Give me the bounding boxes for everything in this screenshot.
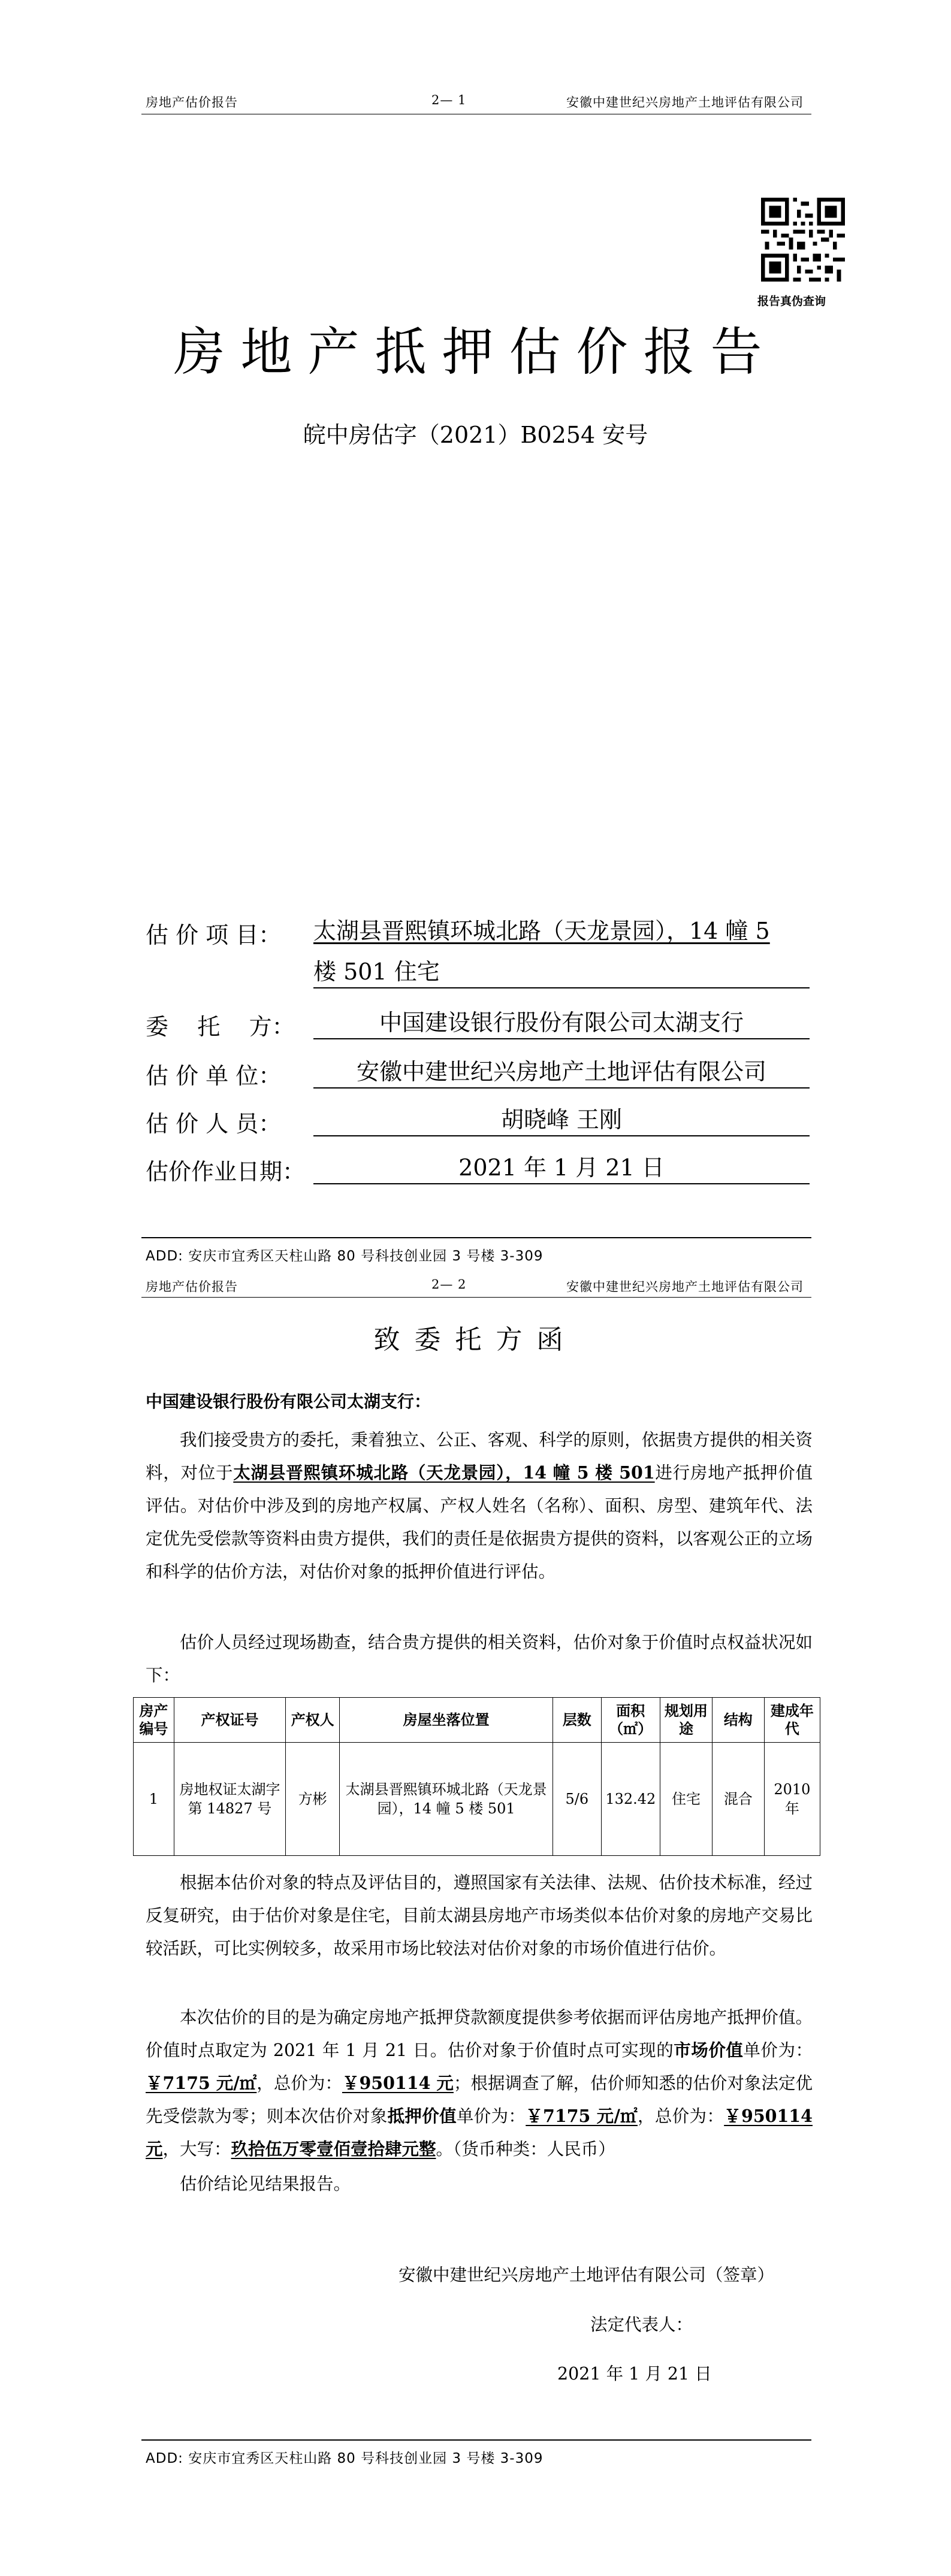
p4-text-g: ；根据调查了解，估价师知悉的估价对象法定优先受偿款为零；则本次估价对象 bbox=[146, 2073, 813, 2126]
company-signature: 安徽中建世纪兴房地产土地评估有限公司（签章） bbox=[398, 2265, 775, 2285]
report-title: 房地产抵押估价报告 bbox=[173, 322, 778, 382]
page2-header-rule bbox=[141, 1297, 811, 1298]
p4-text-k: ，总价为： bbox=[638, 2106, 724, 2126]
legal-representative: 法定代表人： bbox=[590, 2315, 693, 2335]
property-address-emphasis: 太湖县晋熙镇环城北路（天龙景园），14 幢 5 楼 501 bbox=[233, 1462, 655, 1483]
client-value: 中国建设银行股份有限公司太湖支行 bbox=[313, 1008, 810, 1039]
table-cell: 2010 年 bbox=[764, 1743, 820, 1856]
letter-paragraph-5: 估价结论见结果报告。 bbox=[180, 2174, 351, 2194]
appraiser-value: 安徽中建世纪兴房地产土地评估有限公司 bbox=[313, 1057, 810, 1089]
date-value: 2021 年 1 月 21 日 bbox=[313, 1153, 810, 1184]
p1-text-c: 进行房地产抵押价值评估。对估价中涉及到的房地产权属、产权人姓名（名称）、面积、房型、建筑年代、法定优先受偿款等资料由贵方提供，我们的责任是依据贵方提供的资料，以客观公正的立场和科学的估价方法，对估价对象的抵押价值进行评估。 bbox=[146, 1463, 813, 1582]
page1-header-right: 安徽中建世纪兴房地产土地评估有限公司 bbox=[566, 95, 804, 110]
report-number: 皖中房估字（2021）B0254 安号 bbox=[303, 422, 648, 448]
client-label: 委 托 方： bbox=[146, 1014, 295, 1040]
p4-text-m: ，大写： bbox=[162, 2139, 231, 2159]
col-header: 建成年代 bbox=[764, 1698, 820, 1743]
qr-caption: 报告真伪查询 bbox=[757, 295, 826, 308]
col-header: 产权证号 bbox=[174, 1698, 285, 1743]
project-label: 估 价 项 目： bbox=[146, 922, 282, 948]
col-header: 房屋坐落位置 bbox=[340, 1698, 553, 1743]
letter-paragraph-1 bbox=[146, 1423, 813, 1588]
col-header: 房产编号 bbox=[134, 1698, 174, 1743]
page2-header-right: 安徽中建世纪兴房地产土地评估有限公司 bbox=[566, 1280, 804, 1294]
property-table bbox=[133, 1697, 820, 1856]
staff-label: 估 价 人 员： bbox=[146, 1111, 282, 1137]
col-header: 结构 bbox=[712, 1698, 764, 1743]
signature-date: 2021 年 1 月 21 日 bbox=[557, 2364, 712, 2384]
p4-text-i: 单价为： bbox=[456, 2106, 526, 2126]
page2-page-number: 2— 2 bbox=[431, 1277, 467, 1292]
table-cell: 132.42 bbox=[601, 1743, 660, 1856]
col-header: 产权人 bbox=[286, 1698, 340, 1743]
page2-footer-address: ADD: 安庆市宜秀区天柱山路 80 号科技创业园 3 号楼 3-309 bbox=[146, 2451, 544, 2466]
page1-footer-rule bbox=[141, 1237, 811, 1238]
p4-text-e: ，总价为： bbox=[256, 2073, 342, 2093]
date-label: 估价作业日期： bbox=[146, 1159, 306, 1185]
p4-text-a: 本次估价的目的是为确定房地产抵押贷款额度提供参考依据而评估房地产抵押价值。价值时点取定为 2021 年 1 月 21 日。估价对象于价值时点可实现的 bbox=[146, 2007, 813, 2060]
table-cell: 5/6 bbox=[553, 1743, 601, 1856]
table-cell: 住宅 bbox=[660, 1743, 713, 1856]
table-cell: 方彬 bbox=[286, 1743, 340, 1856]
p4-text-c: 单价为： bbox=[743, 2040, 813, 2060]
table-row bbox=[134, 1743, 820, 1856]
addressee: 中国建设银行股份有限公司太湖支行： bbox=[146, 1392, 431, 1411]
market-unit-price: ￥7175 元/㎡ bbox=[146, 2073, 257, 2093]
amount-in-words: 玖拾伍万零壹佰壹拾肆元整 bbox=[231, 2139, 436, 2159]
page1-header-left: 房地产估价报告 bbox=[146, 95, 238, 110]
letter-paragraph-4 bbox=[146, 2001, 813, 2166]
table-cell: 房地权证太湖字第 14827 号 bbox=[174, 1743, 285, 1856]
page1-page-number: 2— 1 bbox=[431, 93, 467, 107]
p4-text-o: 。（货币种类：人民币） bbox=[436, 2139, 615, 2159]
table-header-row bbox=[134, 1698, 820, 1743]
staff-value: 胡晓峰 王刚 bbox=[313, 1105, 810, 1136]
appraiser-label: 估 价 单 位： bbox=[146, 1063, 282, 1089]
project-value: 太湖县晋熙镇环城北路（天龙景园），14 幢 5 bbox=[313, 918, 770, 944]
col-header: 层数 bbox=[553, 1698, 601, 1743]
market-value-label: 市场价值 bbox=[674, 2040, 744, 2060]
letter-title: 致委托方函 bbox=[373, 1325, 578, 1355]
mortgage-total-price: ￥950114 元 bbox=[146, 2106, 813, 2159]
table-cell: 1 bbox=[134, 1743, 174, 1856]
project-value-line2: 楼 501 住宅 bbox=[313, 957, 810, 988]
table-cell: 太湖县晋熙镇环城北路（天龙景园），14 幢 5 楼 501 bbox=[340, 1743, 553, 1856]
page2-footer-rule bbox=[141, 2439, 811, 2441]
col-header: 面积（㎡） bbox=[601, 1698, 660, 1743]
market-total-price: ￥950114 元 bbox=[342, 2073, 454, 2093]
qr-code-icon bbox=[761, 198, 845, 282]
table-cell: 混合 bbox=[712, 1743, 764, 1856]
mortgage-unit-price: ￥7175 元/㎡ bbox=[526, 2106, 638, 2126]
col-header: 规划用途 bbox=[660, 1698, 713, 1743]
letter-paragraph-2: 估价人员经过现场勘查，结合贵方提供的相关资料，估价对象于价值时点权益状况如下： bbox=[146, 1632, 813, 1685]
page1-footer-address: ADD: 安庆市宜秀区天柱山路 80 号科技创业园 3 号楼 3-309 bbox=[146, 1248, 544, 1264]
letter-paragraph-3: 根据本估价对象的特点及评估目的，遵照国家有关法律、法规、估价技术标准，经过反复研究，由于估价对象是住宅，目前太湖县房地产市场类似本估价对象的房地产交易比较活跃，可比实例较多，故采用市场比较法对估价对象的市场价值进行估价。 bbox=[146, 1873, 813, 1958]
p1-text-a: 我们接受贵方的委托，秉着独立、公正、客观、科学的原则，依据贵方提供的相关资料，对位于 bbox=[146, 1430, 813, 1483]
page2-header-left: 房地产估价报告 bbox=[146, 1280, 238, 1294]
mortgage-value-label: 抵押价值 bbox=[387, 2106, 457, 2126]
